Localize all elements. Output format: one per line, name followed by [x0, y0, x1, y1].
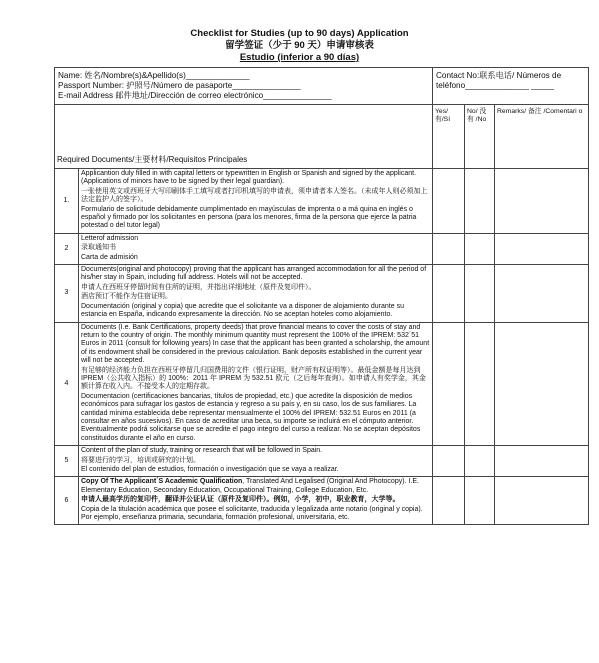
row-text-chinese: 有足够的经济能力负担在西班牙停留几归国费用的文件（银行证明，财产所有权证明等）。最低金额是每月达到 IPREM（公共收入指标）的 100%：2011 年 IPREM 为 532.51 欧元（之后每年查询）。如申请人有奖学金，其金额计算在收入内。不接受本人的定期存款。 [81, 366, 426, 391]
remarks-header: Remarks/ 备注 /Comentari o [495, 105, 589, 169]
name-field[interactable]: Name: 姓名/Nombre(s)&Apellido(s)______________ [58, 71, 250, 80]
yes-checkbox-cell[interactable] [433, 322, 465, 446]
row-text-spanish: Documentacion (certificaciones bancarias, títulos de propiedad, etc.) que acredite la disposición de medios económicos para sufragar los gastos de estancia y regreso a su país y, en su caso, los de sus familiares. La cantidad mínima establecida debe representar mensualmente el 100% del IPREM: 532.51 Euros en 2011 (a consultar en años sucesivos). En caso de acreditar una beca, su importe se incluirá en el cómputo anterior. Eventualmente podrá solicitarse que se acredite el pago integro del curso a realizar. No se aceptan depósitos constituidos durante el año en curso. [81, 392, 421, 442]
title-chinese: 留学签证（少于 90 天）申请审核表 [225, 40, 374, 51]
row-text-chinese: 将要进行的学习，培训或研究的计划。 [81, 456, 200, 464]
row-description [79, 322, 433, 446]
yes-checkbox-cell[interactable] [433, 265, 465, 322]
no-header: No/ 没有 /No [465, 105, 495, 169]
remarks-cell[interactable] [495, 477, 589, 525]
yes-checkbox-cell[interactable] [433, 233, 465, 264]
row-text-chinese: 一张使用英文或西班牙大写印刷体手工填写或者打印机填写的申请表，须申请者本人签名。（未成年人则必须加上法定监护人的签字）。 [81, 187, 428, 204]
row-number: 4 [55, 322, 79, 446]
row-text-spanish: Copia de la titulación académica que posee el solicitante, traducida y legalizada ante notario (original y copia). Por ejemplo, enseñanza primaria, secundaria, formación profesional, universitaria, etc. [81, 505, 423, 522]
row-description [79, 477, 433, 525]
row-text-spanish: El contenido del plan de estudios, formación o investigación que se vaya a realizar. [81, 466, 339, 473]
yes-checkbox-cell[interactable] [433, 477, 465, 525]
applicant-info-row [55, 68, 589, 105]
row-description [79, 233, 433, 264]
row-text-chinese: 申请人最高学历的复印件，翻译并公证认证（原件及复印件）。例如，小学，初中，职业教育，大学等。 [81, 496, 400, 504]
row-description [79, 169, 433, 234]
row-text-chinese: 录取通知书 [81, 244, 116, 252]
email-field[interactable]: E-mail Address 邮件地址/Dirección de correo electrónico_______________ [58, 91, 332, 100]
no-checkbox-cell[interactable] [465, 169, 495, 234]
row-text-chinese: 申请人在西班牙停留时间有住所的证明，并指出详细地址（原件及复印件）。 [81, 283, 316, 291]
row-text-english [81, 478, 430, 495]
row-text-spanish: Documentación (original y copia) que acredite que el solicitante va a disponer de alojamiento durante su estancia en España, indicando expresamente la dirección. No se aceptan hoteles como alojamiento. [81, 302, 404, 319]
row-number: 5 [55, 446, 79, 477]
row-text-chinese-note: 酒店预订不能作为住宿证明。 [81, 293, 172, 301]
checklist-table [54, 67, 589, 525]
row-text-spanish: Carta de admisión [81, 253, 138, 261]
row-text-english: Applicantion duly filled in with capital letters or typewritten in English or Spanish and signed by the applicant. (Applications of minors have to be signed by their legal guardian). [81, 170, 417, 186]
title-english: Checklist for Studies (up to 90 days) Application [190, 28, 409, 39]
title-spanish: Estudio (inferior a 90 días) [239, 52, 360, 63]
table-row [55, 265, 589, 322]
column-header-row [55, 105, 589, 169]
row-number: 1. [55, 169, 79, 234]
remarks-cell[interactable] [495, 265, 589, 322]
no-checkbox-cell[interactable] [465, 477, 495, 525]
no-checkbox-cell[interactable] [465, 446, 495, 477]
row-text-english-rest: , Translated And Legalised (Original And Photocopy). I.E. Elementary Education, Secondary Education, Occupational Training, College Education, Etc. [81, 478, 419, 494]
table-row [55, 169, 589, 234]
table-row [55, 322, 589, 446]
table-row [55, 233, 589, 264]
row-description [79, 446, 433, 477]
no-checkbox-cell[interactable] [465, 233, 495, 264]
remarks-cell[interactable] [495, 169, 589, 234]
yes-checkbox-cell[interactable] [433, 446, 465, 477]
row-number: 2 [55, 233, 79, 264]
remarks-cell[interactable] [495, 322, 589, 446]
row-number: 6 [55, 477, 79, 525]
row-text-english: Documents (I.e. Bank Certifications, property deeds) that prove financial means to cover the costs of stay and return to the country of origin. The monthly minimum quantity must represent the 100% of the IPREM: 532´51 Euros in 2011 (consult for following years) In case that the applicant has been granted a scholarship, the amount of its endowment shall be considered in the previous calculation. Bank deposits established in the current year will not be accepted. [81, 323, 430, 365]
row-text-bold-lead: Copy Of The Applicant´S Academic Qualification [81, 478, 243, 486]
row-description [79, 265, 433, 322]
row-text-english: Documents(original and photocopy) proving that the applicant has arranged accommodation for all the period of his/her stay in Spain, including full address. Hotels will not be accepted. [81, 266, 427, 282]
row-text-spanish: Formulario de solicitude debidamente cumplimentado en mayúsculas de imprenta o a má quina en inglés o español y firmado por los solicitantes en persona (para los menores, firma de la persona que ejerce la patria potestad o del tutor legal) [81, 205, 417, 230]
remarks-cell[interactable] [495, 446, 589, 477]
table-row [55, 477, 589, 525]
row-text-english: Letterof admission [81, 234, 139, 242]
yes-checkbox-cell[interactable] [433, 169, 465, 234]
contact-field[interactable]: Contact No:联系电话/ Números de teléfono______________ _____ [433, 68, 589, 105]
table-row [55, 446, 589, 477]
row-number: 3 [55, 265, 79, 322]
no-checkbox-cell[interactable] [465, 265, 495, 322]
yes-header: Yes/ 有/Sí [433, 105, 465, 169]
applicant-info-cell [55, 68, 433, 105]
passport-field[interactable]: Passport Number: 护照号/Número de pasaporte_______________ [58, 81, 301, 90]
required-documents-header: Required Documents/主要材料/Requisitos Principales [55, 105, 433, 169]
remarks-cell[interactable] [495, 233, 589, 264]
no-checkbox-cell[interactable] [465, 322, 495, 446]
row-text-english: Content of the plan of study, training or research that will be followed in Spain. [81, 447, 323, 455]
